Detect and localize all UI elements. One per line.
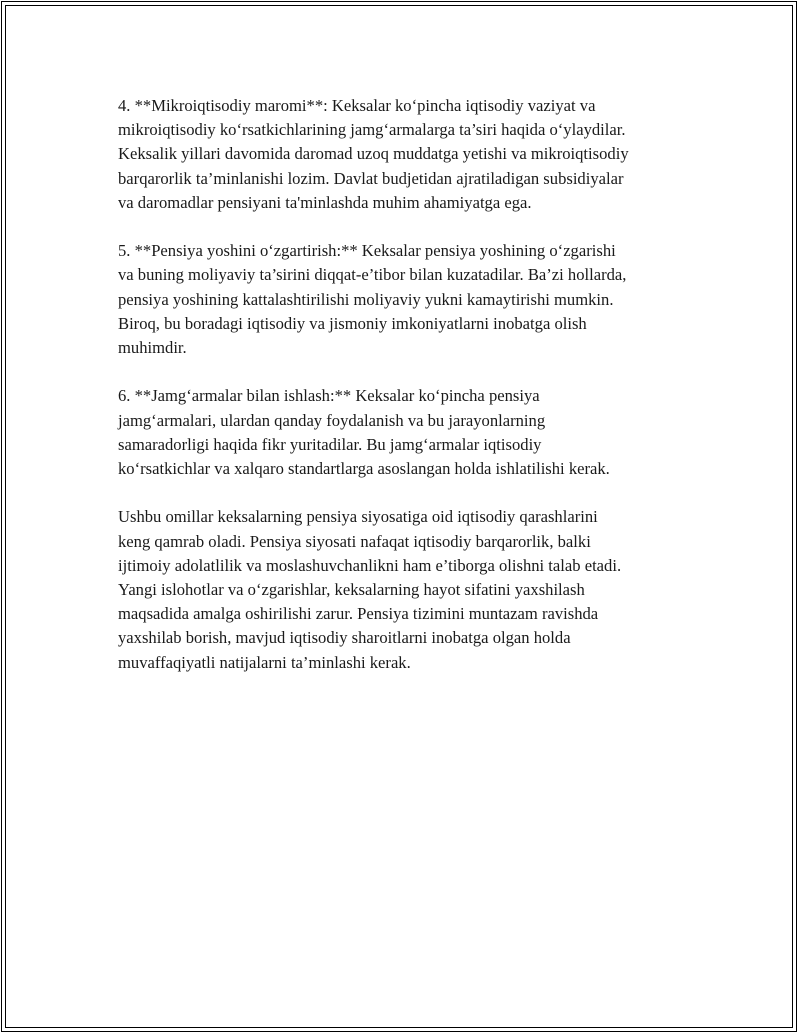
text-line: va daromadlar pensiyani ta'minlashda muhim ahamiyatga ega.	[118, 192, 532, 212]
text-line: Yangi islohotlar va o‘zgarishlar, keksalarning hayot sifatini yaxshilash	[118, 580, 585, 600]
paragraph-working-with-funds	[118, 384, 698, 481]
text-line: 6. **Jamg‘armalar bilan ishlash:** Keksalar ko‘pincha pensiya	[118, 386, 540, 406]
text-line: ijtimoiy adolatlilik va moslashuvchanlikni ham e’tiborga olishni talab etadi.	[118, 555, 622, 575]
text-line: mikroiqtisodiy ko‘rsatkichlarining jamg‘armalarga ta’siri haqida o‘ylaydilar.	[118, 120, 626, 140]
text-line: yaxshilab borish, mavjud iqtisodiy sharoitlarni inobatga olgan holda	[118, 628, 571, 648]
text-line: 4. **Mikroiqtisodiy maromi**: Keksalar ko‘pincha iqtisodiy vaziyat va	[118, 96, 596, 115]
text-line: 5. **Pensiya yoshini o‘zgartirish:** Keksalar pensiya yoshining o‘zgarishi	[118, 241, 616, 261]
text-line: samaradorligi haqida fikr yuritadilar. Bu jamg‘armalar iqtisodiy	[118, 434, 542, 454]
text-line: barqarorlik ta’minlanishi lozim. Davlat budjetidan ajratiladigan subsidiyalar	[118, 168, 624, 188]
paragraph-microeconomic-rhythm	[118, 94, 698, 215]
text-line: Ushbu omillar keksalarning pensiya siyosatiga oid iqtisodiy qarashlarini	[118, 507, 598, 527]
text-line: keng qamrab oladi. Pensiya siyosati nafaqat iqtisodiy barqarorlik, balki	[118, 531, 591, 551]
text-line: ko‘rsatkichlar va xalqaro standartlarga asoslangan holda ishlatilishi kerak.	[118, 459, 610, 479]
document-body	[118, 94, 698, 699]
text-line: jamg‘armalari, ulardan qanday foydalanish va bu jarayonlarning	[118, 410, 546, 430]
text-line: maqsadida amalga oshirilishi zarur. Pensiya tizimini muntazam ravishda	[118, 604, 599, 624]
text-line: Keksalik yillari davomida daromad uzoq muddatga yetishi va mikroiqtisodiy	[118, 144, 629, 164]
paragraph-pension-age-change	[118, 239, 698, 360]
paragraph-conclusion	[118, 505, 698, 674]
text-line: pensiya yoshining kattalashtirilishi moliyaviy yukni kamaytirishi mumkin.	[118, 289, 614, 309]
text-line: muvaffaqiyatli natijalarni ta’minlashi kerak.	[118, 652, 411, 672]
text-line: muhimdir.	[118, 338, 187, 358]
text-line: Biroq, bu boradagi iqtisodiy va jismoniy imkoniyatlarni inobatga olish	[118, 313, 587, 333]
text-line: va buning moliyaviy ta’sirini diqqat-e’tibor bilan kuzatadilar. Ba’zi hollarda,	[118, 265, 627, 285]
